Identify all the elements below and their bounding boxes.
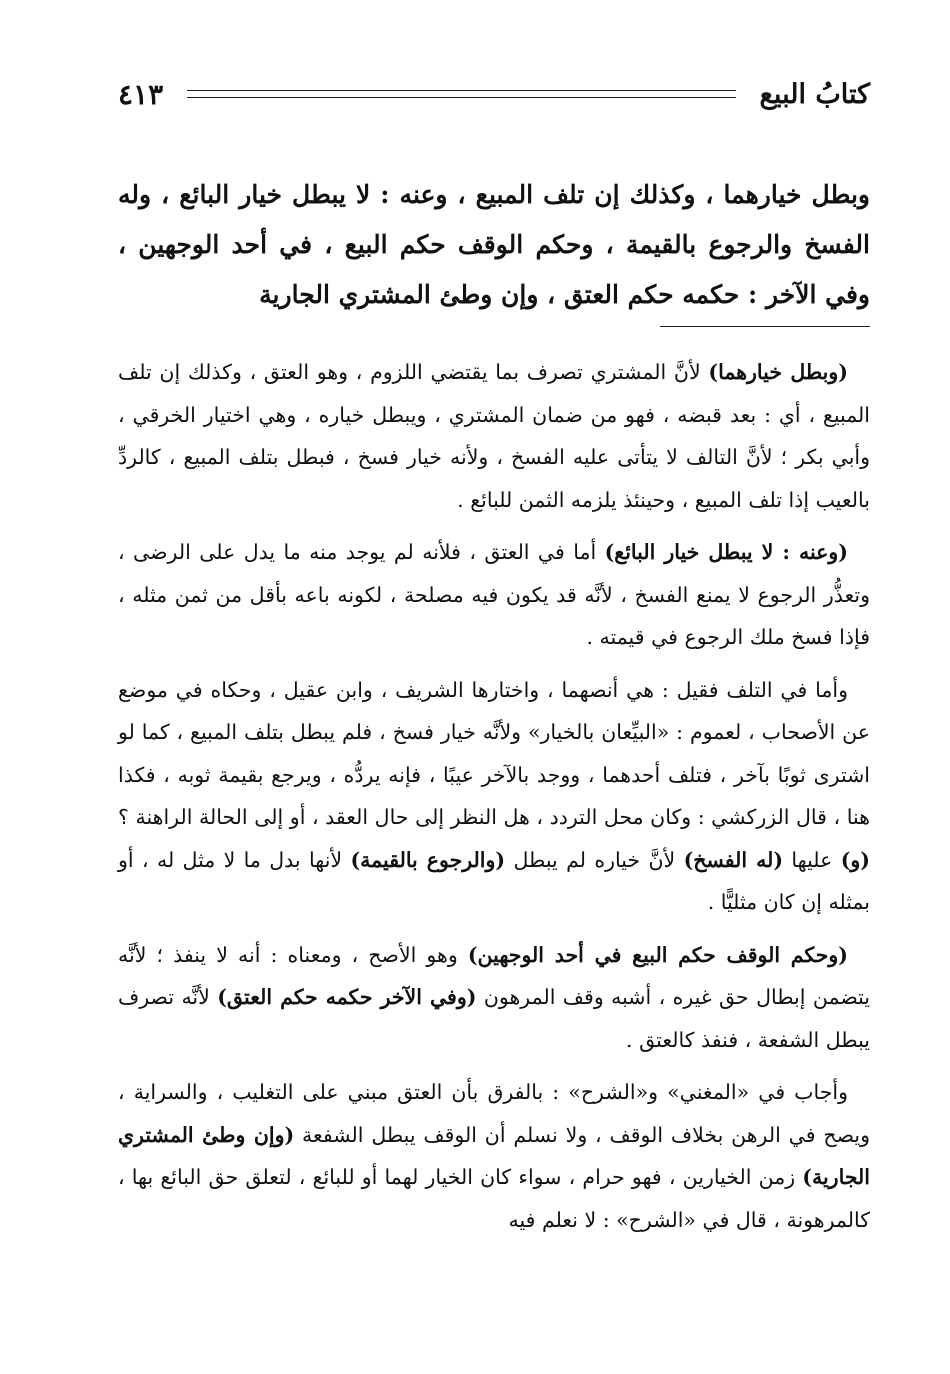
commentary-paragraph-4 [118, 934, 870, 1062]
book-title: كتابُ البيع [759, 78, 870, 110]
commentary-paragraph-2 [118, 531, 870, 659]
matn-commentary-separator [660, 326, 870, 327]
commentary-text: وهو الأصح ، ومعناه : أنه لا ينفذ ؛ لأنَّه يتضمن إبطال حق غيره ، أشبه وقف المرهون [118, 942, 870, 1009]
commentary-text: لأنَّه تصرف يبطل الشفعة ، فنفذ كالعتق . [118, 985, 870, 1052]
matn-text: وبطل خيارهما ، وكذلك إن تلف المبيع ، وعنه : لا يبطل خيار البائع ، وله الفسخ والرجوع بالقيمة ، وحكم الوقف حكم البيع ، في أحد الوجهين ، وفي الآخر : حكمه حكم العتق ، وإن وطئ المشتري الجارية [118, 180, 870, 309]
matn-text-block [118, 170, 870, 320]
commentary-text: زمن الخيارين ، فهو حرام ، سواء كان الخيار لهما أو للبائع ، لتعلق حق البائع بها ، كالمرهونة ، قال في «الشرح» : لا نعلم فيه [118, 1165, 870, 1232]
commentary-text: عليها [783, 847, 841, 872]
commentary-text: لأنها بدل ما لا مثل له ، أو بمثله إن كان مثليًّا . [118, 847, 870, 914]
quoted-matn: (والرجوع بالقيمة) [350, 847, 506, 872]
quoted-matn: (وعنه : لا يبطل خيار البائع) [604, 540, 848, 564]
commentary-body [118, 351, 870, 1241]
commentary-text: وأما في التلف فقيل : هي أنصهما ، واختارها الشريف ، وابن عقيل ، وحكاه في موضع عن الأصحاب ، لعموم : «البيِّعان بالخيار» ولأنَّه خيار فسخ ، فلم يبطل بتلف المبيع ، كما لو اشترى ثوبًا بآخر ، فتلف أحدهما ، ووجد بالآخر عيبًا ، فإنه يردُّه ، ويرجع بقيمة ثوبه ، فكذا هنا ، قال الزركشي : وكان محل التردد ، هل النظر إلى حال العقد ، أو إلى الحالة الراهنة ؟ [118, 677, 870, 829]
quoted-matn: (وبطل خيارهما) [708, 360, 848, 384]
quoted-matn: (وإن وطئ المشتري الجارية) [118, 1122, 870, 1189]
commentary-text: أما في العتق ، فلأنه لم يوجد منه ما يدل على الرضى ، وتعذُّر الرجوع لا يمنع الفسخ ، لأنَّه قد يكون فيه مصلحة ، لكونه باعه بأقل من ثمن مثله ، فإذا فسخ ملك الرجوع في قيمته . [118, 540, 870, 649]
quoted-matn: (و) [840, 847, 870, 872]
quoted-matn: (له الفسخ) [683, 847, 784, 872]
running-header [118, 70, 870, 118]
commentary-text: وأجاب في «المغني» و«الشرح» : بالفرق بأن العتق مبني على التغليب ، والسراية ، ويصح في الرهن بخلاف الوقف ، ولا نسلم أن الوقف يبطل الشفعة [118, 1080, 870, 1147]
page-number: ٤١٣ [118, 77, 164, 111]
commentary-paragraph-1 [118, 351, 870, 521]
quoted-matn: (وفي الآخر حكمه حكم العتق) [217, 985, 477, 1009]
header-rule [187, 90, 735, 98]
book-page [118, 70, 870, 1251]
separator-wrap [118, 320, 870, 351]
commentary-paragraph-5 [118, 1071, 870, 1241]
commentary-text: لأنَّ المشتري تصرف بما يقتضي اللزوم ، وهو العتق ، وكذلك إن تلف المبيع ، أي : بعد قبضه ، فهو من ضمان المشتري ، ويبطل خياره ، وهي اختيار الخرقي ، وأبي بكر ؛ لأنَّ التالف لا يتأتى عليه الفسخ ، ولأنه خيار فسخ ، فبطل بتلف المبيع ، كالردِّ بالعيب إذا تلف المبيع ، وحينئذ يلزمه الثمن للبائع . [118, 360, 871, 512]
commentary-paragraph-3 [118, 669, 870, 924]
commentary-text: لأنَّ خياره لم يبطل [505, 847, 684, 872]
quoted-matn: (وحكم الوقف حكم البيع في أحد الوجهين) [467, 942, 848, 967]
